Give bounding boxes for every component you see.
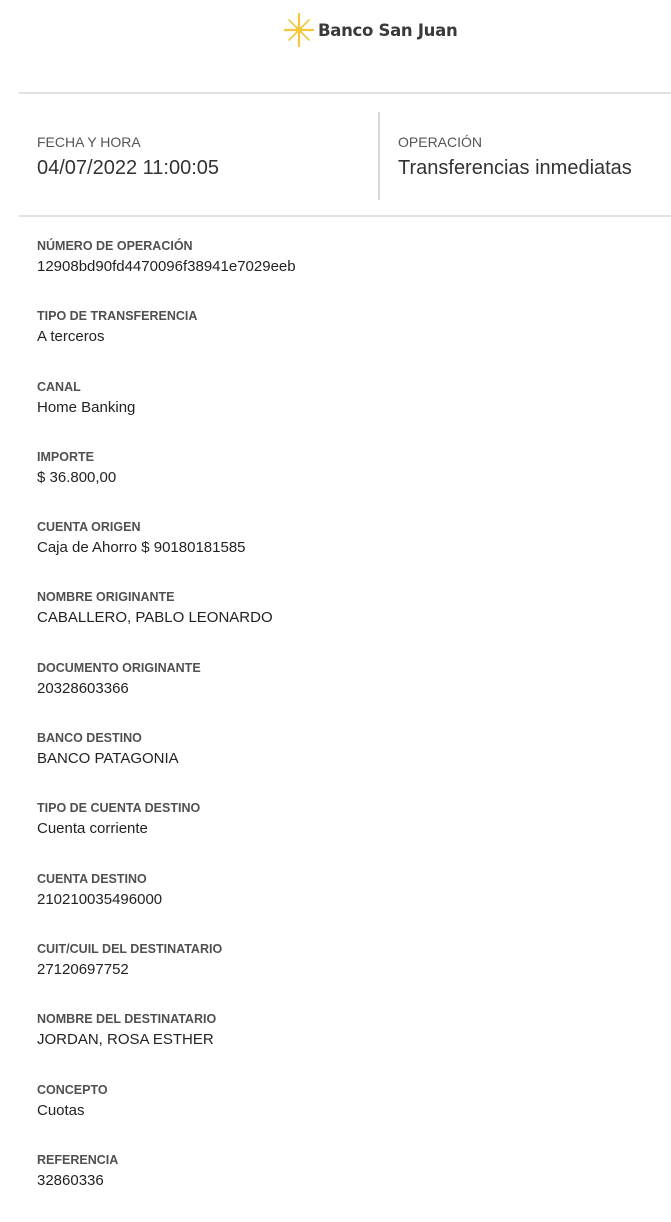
field-destination-account bbox=[37, 871, 657, 941]
field-value: 12908bd90fd4470096f38941e7029eeb bbox=[37, 258, 296, 275]
field-originator-name bbox=[37, 589, 657, 659]
field-label: IMPORTE bbox=[37, 449, 94, 464]
top-divider bbox=[19, 92, 671, 94]
field-source-account bbox=[37, 519, 657, 589]
field-label: NOMBRE ORIGINANTE bbox=[37, 590, 175, 605]
middle-divider bbox=[19, 215, 671, 217]
field-channel bbox=[37, 379, 657, 449]
field-value: 20328603366 bbox=[37, 679, 129, 697]
field-recipient-name bbox=[37, 1011, 657, 1081]
field-destination-bank bbox=[37, 730, 657, 800]
field-value: A terceros bbox=[37, 328, 105, 346]
field-label: CONCEPTO bbox=[37, 1082, 108, 1097]
field-label: NOMBRE DEL DESTINATARIO bbox=[37, 1012, 217, 1027]
field-value: Home Banking bbox=[37, 398, 136, 416]
field-label: CUIT/CUIL DEL DESTINATARIO bbox=[37, 941, 223, 956]
field-value: 32860336 bbox=[37, 1171, 104, 1189]
field-label: DOCUMENTO ORIGINANTE bbox=[37, 660, 201, 675]
field-label: BANCO DESTINO bbox=[37, 731, 142, 746]
field-label: REFERENCIA bbox=[37, 1152, 119, 1167]
field-value: 210210035496000 bbox=[37, 890, 163, 908]
field-label: TIPO DE TRANSFERENCIA bbox=[37, 309, 198, 324]
field-value: BANCO PATAGONIA bbox=[37, 750, 179, 768]
operation-block bbox=[398, 134, 632, 180]
field-operation-number bbox=[37, 238, 657, 308]
field-value: Cuenta corriente bbox=[37, 820, 148, 838]
star-icon bbox=[284, 13, 314, 47]
datetime-block bbox=[37, 134, 219, 180]
summary-divider bbox=[378, 112, 380, 200]
detail-fields bbox=[37, 238, 657, 1222]
operation-value: Transferencias inmediatas bbox=[398, 157, 632, 179]
field-label: CUENTA DESTINO bbox=[37, 871, 147, 886]
field-recipient-cuit bbox=[37, 941, 657, 1011]
field-label: NÚMERO DE OPERACIÓN bbox=[37, 239, 193, 253]
field-label: CUENTA ORIGEN bbox=[37, 520, 141, 535]
field-destination-account-type bbox=[37, 800, 657, 870]
field-value: CABALLERO, PABLO LEONARDO bbox=[37, 609, 273, 627]
datetime-value: 04/07/2022 11:00:05 bbox=[37, 157, 220, 179]
field-concept bbox=[37, 1082, 657, 1152]
field-amount bbox=[37, 449, 657, 519]
bank-logo bbox=[284, 11, 457, 49]
field-transfer-type bbox=[37, 308, 657, 378]
field-originator-document bbox=[37, 660, 657, 730]
field-value: JORDAN, ROSA ESTHER bbox=[37, 1031, 214, 1049]
field-label: CANAL bbox=[37, 379, 81, 394]
bank-name: Banco San Juan bbox=[318, 20, 458, 40]
field-label: TIPO DE CUENTA DESTINO bbox=[37, 801, 201, 816]
field-reference bbox=[37, 1152, 657, 1222]
field-value: Cuotas bbox=[37, 1101, 85, 1119]
field-value: Caja de Ahorro $ 90180181585 bbox=[37, 539, 246, 557]
operation-label: OPERACIÓN bbox=[398, 134, 483, 150]
field-value: $ 36.800,00 bbox=[37, 468, 117, 486]
datetime-label: FECHA Y HORA bbox=[37, 134, 141, 150]
field-value: 27120697752 bbox=[37, 960, 129, 978]
header bbox=[0, 0, 671, 62]
